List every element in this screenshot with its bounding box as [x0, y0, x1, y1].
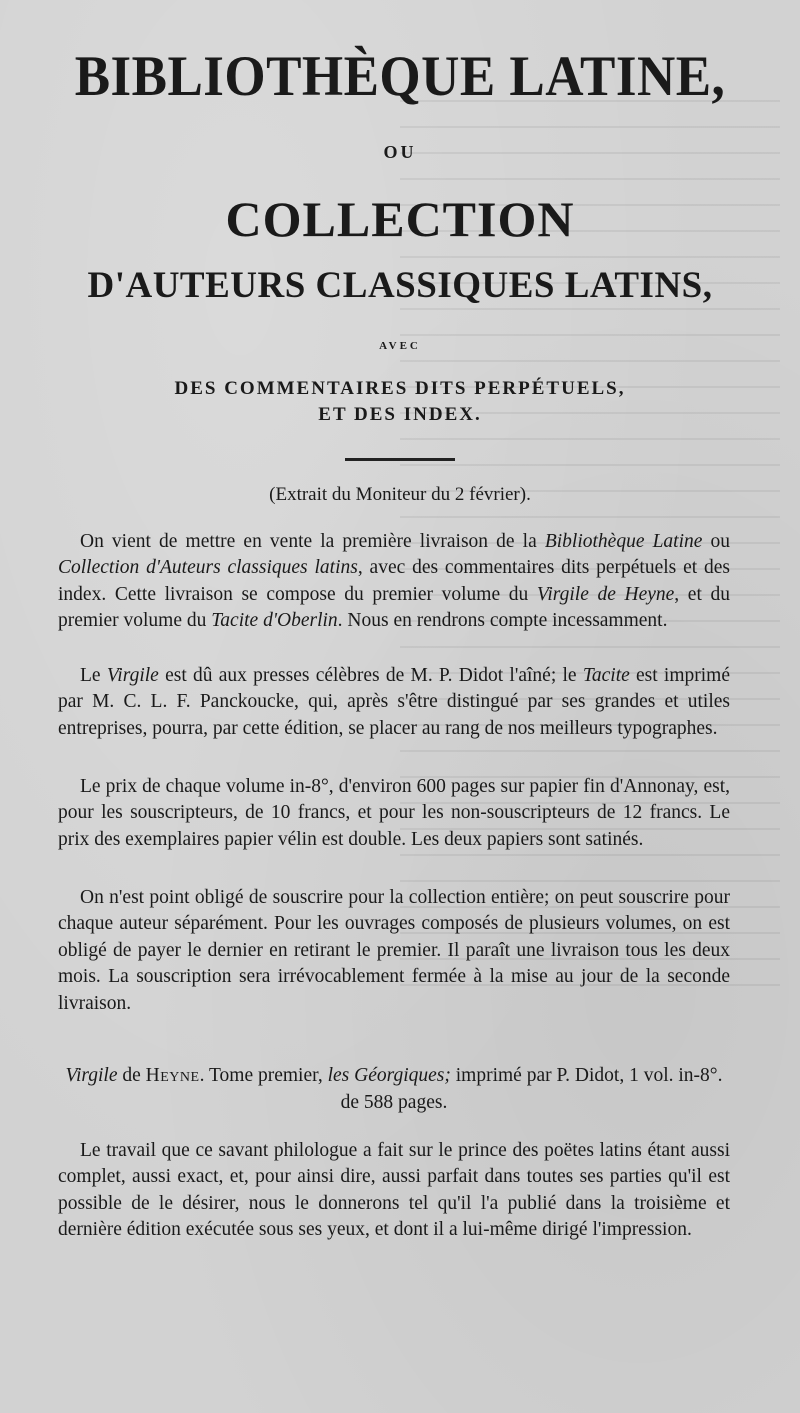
virgile-entry-heading: [58, 1062, 730, 1116]
p1-italic-virgile: Virgile de Heyne: [536, 583, 675, 605]
paragraph-1: [58, 529, 730, 635]
p2-italic-tacite: Tacite: [582, 665, 630, 686]
p2-text-c: est dû aux presses célèbres de M. P. Didot l'aîné; le: [158, 665, 583, 686]
virgile-de: de: [117, 1065, 146, 1086]
title-connector: OU: [383, 142, 417, 162]
index-line: ET DES INDEX.: [318, 404, 482, 425]
collection-heading: COLLECTION: [225, 191, 575, 247]
main-title: BIBLIOTHÈQUE LATINE,: [74, 45, 726, 108]
p1-italic-tacite: Tacite d'Oberlin: [211, 610, 338, 632]
p1-text-a: On vient de mettre en vente la première livraison de la: [80, 531, 545, 552]
p2-italic-virgile: Virgile: [106, 665, 159, 686]
p5-text: Le travail que ce savant philologue a fait sur le prince des poëtes latins étant aussi complet, aussi exact, et, pour ainsi dire, aussi parfait dans toutes ses parties qu'il est possible de le désirer, nous le donnerons tel qu'il l'a publié dans la troisième et dernière édition exécutée sous ses yeux, et dont il a lui-même dirigé l'impression.: [58, 1140, 730, 1241]
p1-text-i: . Nous en rendrons compte incessamment.: [337, 610, 668, 632]
p3-text: Le prix de chaque volume in-8°, d'environ 600 pages sur papier fin d'Annonay, est, pour les souscripteurs, de 10 francs, et pour les non-souscripteurs de 12 francs. Le prix des exemplaires papier vélin est double. Les deux papiers sont satinés.: [58, 776, 730, 850]
divider-rule: [345, 458, 455, 461]
p4-text: On n'est point obligé de souscrire pour la collection entière; on peut souscrire pour chaque auteur séparément. Pour les ouvrages composés de plusieurs volumes, on est obligé de payer le dernier en retirant le premier. Il paraît une livraison tous les deux mois. La souscription sera irrévocablement fermée à la mise au jour de la seconde livraison.: [58, 887, 730, 1014]
p1-italic-collection: Collection d'Auteurs classiques latins: [58, 557, 358, 579]
p1-text-g: , et du premier volume du: [58, 583, 730, 632]
p2-text-a: Le: [80, 665, 107, 686]
paragraph-3: [58, 774, 730, 853]
virgile-tome: . Tome premier,: [199, 1065, 328, 1086]
commentaires-line: DES COMMENTAIRES DITS PERPÉTUELS,: [174, 378, 626, 399]
virgile-italic: Virgile: [65, 1065, 118, 1086]
p1-text-e: , avec des commentaires dits perpétuels et des index. Cette livraison se compose du premier volume du: [58, 557, 730, 605]
paragraph-4: [58, 885, 730, 1017]
avec-label: AVEC: [379, 340, 421, 352]
paragraph-5: [58, 1138, 730, 1244]
heyne-smallcaps: Heyne: [145, 1065, 200, 1086]
extrait-line: (Extrait du Moniteur du 2 février).: [269, 484, 531, 505]
virgile-imprint: imprimé par P. Didot, 1 vol. in-8°. de 588 pages.: [340, 1065, 723, 1113]
georgiques-italic: les Géorgiques;: [327, 1065, 451, 1086]
paragraph-2: [58, 663, 730, 742]
p1-text-c: ou: [702, 531, 731, 552]
subtitle-heading: D'AUTEURS CLASSIQUES LATINS,: [87, 265, 713, 306]
p1-italic-bibliotheque: Bibliothèque Latine: [544, 531, 703, 552]
p2-text-e: est imprimé par M. C. L. F. Panckoucke, qui, après s'être distingué par ses grandes et utiles entreprises, pourra, par cette édition, se placer au rang de nos meilleurs typographes.: [58, 665, 730, 739]
